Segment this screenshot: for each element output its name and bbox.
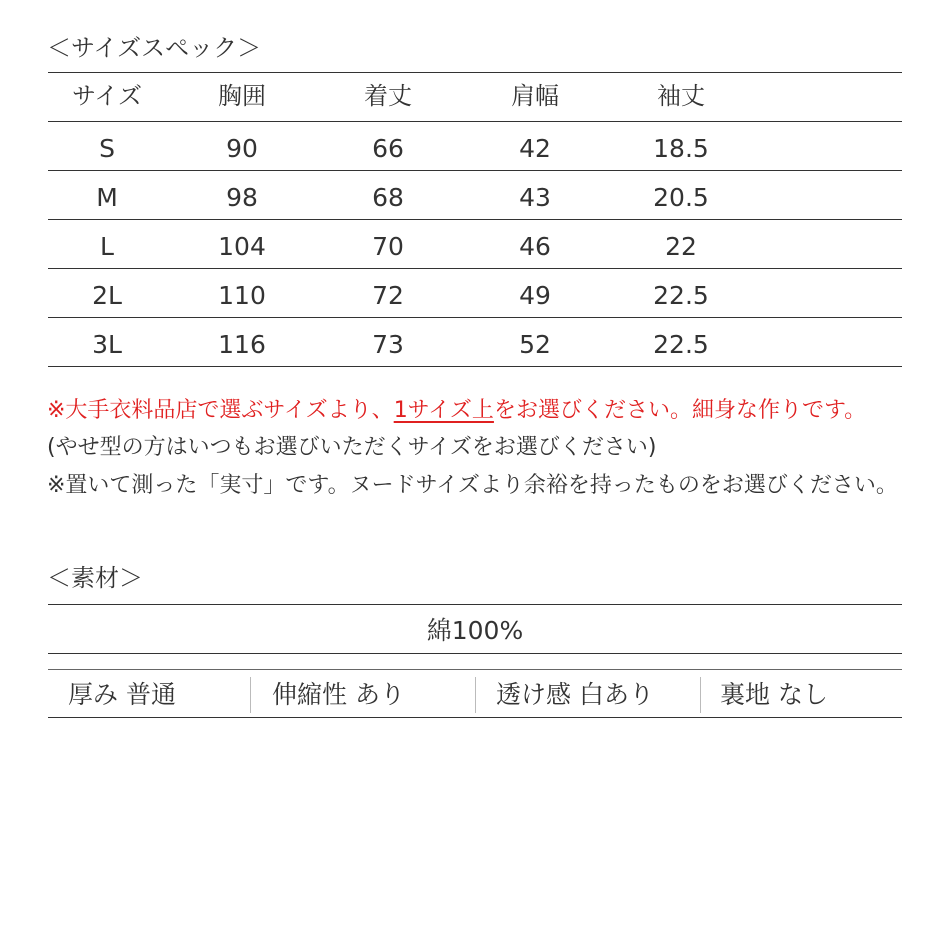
header-sleeve: 袖丈 — [657, 82, 705, 110]
row-rule — [48, 219, 902, 220]
fit-warning-prefix: ※大手衣料品店で選ぶサイズより、 — [47, 398, 394, 423]
property-thickness: 厚み 普通 — [68, 680, 176, 709]
table-cell: 66 — [372, 134, 404, 163]
table-cell: 22.5 — [653, 281, 709, 310]
table-cell: L — [100, 232, 114, 261]
table-bottom-rule — [48, 366, 902, 367]
material-top-rule — [48, 604, 902, 605]
table-cell: 42 — [519, 134, 551, 163]
table-cell: 90 — [226, 134, 258, 163]
header-size: サイズ — [71, 82, 143, 110]
table-cell: 104 — [218, 232, 266, 261]
table-cell: 46 — [519, 232, 551, 261]
table-cell: 70 — [372, 232, 404, 261]
table-cell: M — [96, 183, 118, 212]
property-divider — [250, 677, 251, 713]
table-cell: 98 — [226, 183, 258, 212]
size-spec-title: ＜サイズスペック＞ — [47, 34, 262, 62]
table-cell: 3L — [92, 330, 122, 359]
table-cell: 43 — [519, 183, 551, 212]
fit-warning-highlight: 1サイズ上 — [393, 398, 494, 423]
header-chest: 胸囲 — [218, 82, 266, 110]
table-cell: 73 — [372, 330, 404, 359]
material-mid-rule — [48, 653, 902, 654]
table-cell: 49 — [519, 281, 551, 310]
table-cell: 52 — [519, 330, 551, 359]
header-shoulder: 肩幅 — [511, 82, 559, 110]
table-cell: 18.5 — [653, 134, 709, 163]
properties-top-rule — [48, 669, 902, 670]
measurement-note: ※置いて測った「実寸」です。ヌードサイズより余裕を持ったものをお選びください。 — [47, 473, 898, 498]
slim-body-note: (やせ型の方はいつもお選びいただくサイズをお選びください) — [47, 435, 657, 460]
fit-warning-suffix: をお選びください。細身な作りです。 — [493, 398, 867, 423]
table-cell: 116 — [218, 330, 266, 359]
property-lining: 裏地 なし — [720, 680, 828, 709]
table-cell: S — [99, 134, 115, 163]
table-cell: 110 — [218, 281, 266, 310]
property-stretch: 伸縮性 あり — [272, 680, 405, 709]
header-rule — [48, 121, 902, 122]
material-composition: 綿100% — [426, 616, 524, 645]
table-cell: 22 — [665, 232, 697, 261]
table-cell: 22.5 — [653, 330, 709, 359]
table-cell: 2L — [92, 281, 122, 310]
table-cell: 72 — [372, 281, 404, 310]
properties-bottom-rule — [48, 717, 902, 718]
property-transparency: 透け感 白あり — [496, 680, 654, 709]
material-title: ＜素材＞ — [47, 564, 143, 592]
table-cell: 20.5 — [653, 183, 709, 212]
property-divider — [700, 677, 701, 713]
table-cell: 68 — [372, 183, 404, 212]
fit-warning-note — [47, 396, 866, 426]
table-top-rule — [48, 72, 902, 73]
row-rule — [48, 268, 902, 269]
row-rule — [48, 170, 902, 171]
header-length: 着丈 — [364, 82, 412, 110]
property-divider — [475, 677, 476, 713]
row-rule — [48, 317, 902, 318]
